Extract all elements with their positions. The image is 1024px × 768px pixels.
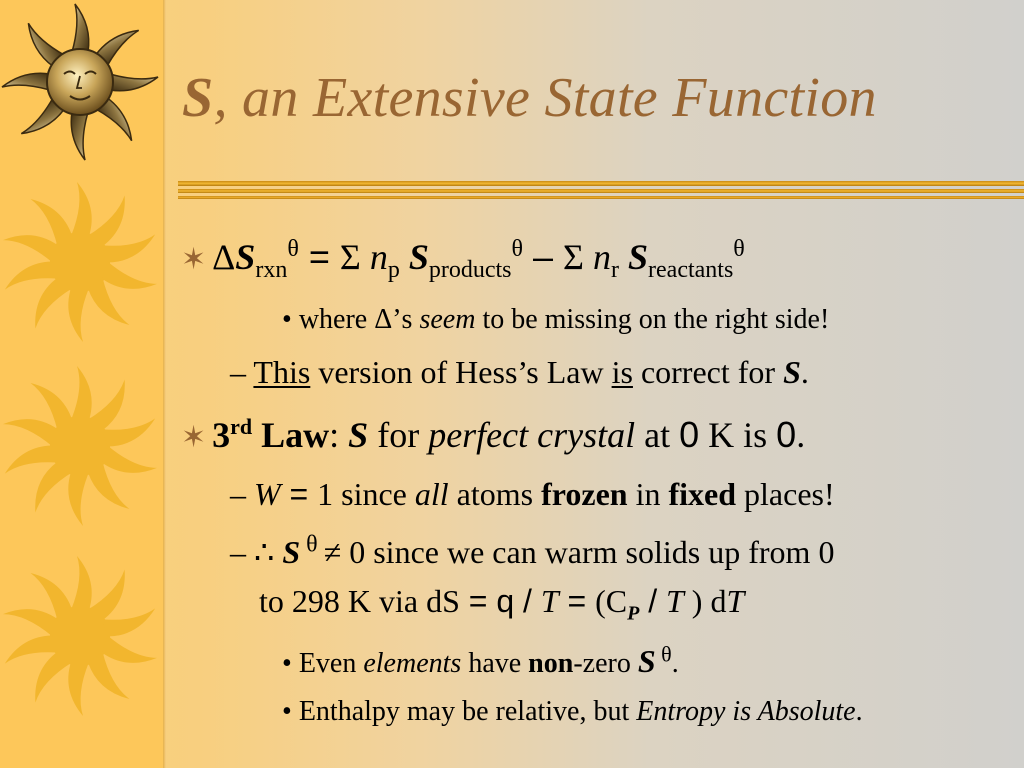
standard-state-mark: θ	[511, 236, 523, 262]
sidebar-suns	[0, 0, 163, 768]
emphasis-elements: elements	[363, 648, 462, 679]
text-span: 0 since we can warm solids up from 0	[341, 534, 835, 570]
minus-sign: –	[523, 236, 564, 277]
subscript-products: products	[428, 257, 512, 284]
text-span: Even	[298, 648, 364, 679]
n-symbol: n	[592, 237, 611, 277]
w-symbol: W	[254, 476, 281, 512]
emphasis-seem: seem	[419, 304, 476, 335]
sun-face-icon	[2, 4, 158, 160]
entropy-symbol: S	[408, 237, 429, 277]
emphasis-entropy-absolute: Entropy is Absolute	[636, 696, 856, 727]
text-span: K is	[699, 415, 777, 455]
text-span: places!	[736, 476, 835, 512]
dash-marker: –	[230, 534, 246, 570]
entropy-symbol: S	[783, 354, 801, 390]
n-symbol: n	[369, 237, 388, 277]
sun-icon	[0, 366, 159, 526]
text-span: .	[800, 354, 809, 390]
equals-sign: =	[280, 476, 318, 512]
zero-value: 0	[776, 414, 797, 455]
list-item	[282, 643, 679, 680]
bullet-marker: •	[282, 304, 292, 335]
divider-line	[178, 189, 1024, 193]
emphasis-all: all	[414, 476, 449, 512]
bold-frozen: frozen	[541, 476, 628, 512]
text-span: have	[461, 648, 529, 679]
therefore-symbol: ∴	[254, 534, 283, 570]
entropy-symbol: S	[627, 237, 649, 277]
delta-symbol: Δ	[212, 237, 236, 277]
list-item	[282, 304, 829, 336]
text-span: .	[796, 415, 806, 455]
entropy-equation	[181, 236, 745, 284]
t-symbol: T	[540, 583, 559, 619]
equals-sign: =	[459, 583, 497, 619]
text-span: .	[671, 648, 679, 679]
decorative-sidebar	[0, 0, 163, 768]
text-span: .	[855, 696, 863, 727]
text-span: ) d	[683, 583, 727, 619]
text-span: at	[635, 415, 680, 455]
text-span: where	[298, 304, 375, 335]
third-law-statement	[181, 414, 805, 456]
text-span: Enthalpy may be relative, but	[298, 696, 637, 727]
text-span: :	[329, 415, 349, 455]
text-span: for	[368, 415, 429, 455]
list-item	[282, 696, 863, 728]
text-span: Δ’s	[374, 304, 420, 335]
law-number: 3	[212, 415, 231, 455]
ordinal-suffix: rd	[230, 414, 253, 439]
law-word: Law	[261, 415, 330, 455]
list-item-continuation	[259, 583, 745, 625]
slide-title	[182, 66, 877, 130]
standard-state-mark: θ	[287, 236, 299, 262]
divider-line	[178, 196, 1024, 199]
title-text: , an Extensive State Function	[213, 67, 877, 129]
dash-marker: –	[230, 354, 246, 390]
divider-line	[178, 181, 1024, 186]
entropy-symbol: S	[348, 415, 369, 455]
text-span: (C	[595, 583, 628, 619]
subscript-reactants: reactants	[648, 257, 734, 284]
text-span: atoms	[448, 476, 542, 512]
text-span: version of Hess’s Law	[310, 354, 612, 390]
bold-non: non	[528, 648, 574, 679]
standard-state-mark: θ	[733, 236, 745, 262]
sidebar-edge	[163, 0, 166, 768]
text-span: to 298 K via dS	[259, 583, 460, 619]
entropy-symbol: S	[235, 237, 256, 277]
standard-state-mark: θ	[300, 531, 324, 558]
list-item	[230, 354, 809, 391]
equals-sign: =	[558, 583, 596, 619]
text-span: correct for	[632, 354, 784, 390]
subscript-p: p	[387, 257, 400, 284]
slash: /	[514, 583, 541, 619]
bullet-marker: •	[282, 696, 292, 727]
slash: /	[639, 583, 666, 619]
q-symbol: q	[496, 583, 515, 619]
underlined-is: is	[611, 354, 633, 390]
list-item	[230, 533, 834, 571]
sum-symbol: Σ	[563, 237, 584, 277]
subscript-r: r	[610, 257, 619, 284]
title-symbol: S	[182, 67, 214, 129]
text-span: 1 since	[317, 476, 415, 512]
title-divider	[178, 181, 1024, 203]
underlined-this: This	[253, 354, 311, 390]
entropy-symbol: S	[282, 534, 301, 570]
entropy-symbol: S	[637, 643, 656, 679]
star-bullet-icon: ✶	[181, 243, 207, 276]
not-equal-symbol: ≠	[323, 534, 342, 570]
sum-symbol: Σ	[339, 237, 361, 277]
subscript-p: P	[627, 602, 640, 625]
sun-icon	[0, 182, 159, 342]
text-span: to be missing on the right side!	[475, 304, 830, 335]
standard-state-mark: θ	[655, 641, 672, 667]
subscript-rxn: rxn	[255, 257, 288, 284]
dash-marker: –	[230, 476, 246, 512]
t-symbol: T	[726, 583, 745, 619]
text-span: in	[627, 476, 669, 512]
list-item	[230, 476, 835, 513]
equals-sign: =	[298, 236, 340, 277]
emphasis-perfect-crystal: perfect crystal	[428, 415, 636, 455]
bold-fixed: fixed	[668, 476, 737, 512]
bullet-marker: •	[282, 648, 292, 679]
t-symbol: T	[665, 583, 684, 619]
star-bullet-icon: ✶	[181, 421, 207, 454]
sun-icon	[0, 556, 159, 716]
zero-value: 0	[679, 414, 700, 455]
text-span: -zero	[573, 648, 638, 679]
